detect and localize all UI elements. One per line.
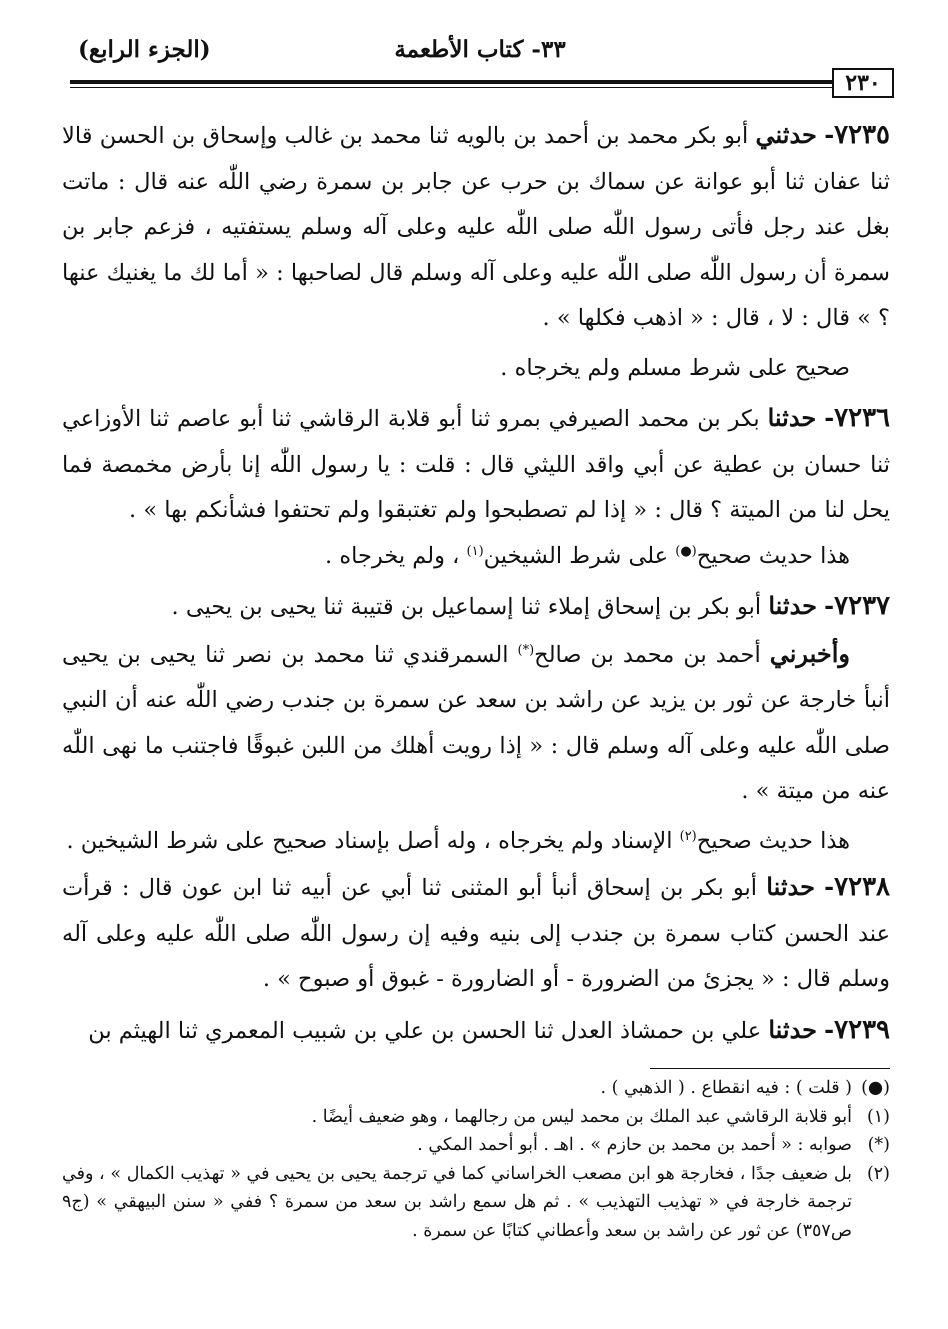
footnote-ref: (١): [466, 543, 484, 559]
footnote: [62, 1103, 890, 1132]
footnote-ref: (●): [675, 543, 697, 559]
narration-keyword: حدثنا: [766, 872, 815, 901]
chapter-title: ٣٣- كتاب الأطعمة: [394, 36, 566, 63]
narration-keyword: حدثنا: [767, 403, 817, 432]
hadith-text: علي بن حمشاذ العدل ثنا الحسن بن علي بن شبيب المعمري ثنا الهيثم بن: [88, 1017, 769, 1044]
footnote-mark: (●): [861, 1078, 890, 1098]
footnote: [62, 1160, 890, 1246]
hadith-number: ٧٢٣٨: [834, 872, 890, 902]
hadith-text: أبو بكر بن إسحاق إملاء ثنا إسماعيل بن قتيبة ثنا يحيى بن يحيى .: [171, 594, 769, 620]
narration-keyword: حدثنا: [768, 591, 818, 620]
footnote-text: أبو قلابة الرقاشي عبد الملك بن محمد ليس من رجالهما ، وهو ضعيف أيضًا .: [311, 1106, 852, 1127]
hadith-7239: ٧٢٣٩- حدثنا علي بن حمشاذ العدل ثنا الحسن بن علي بن شبيب المعمري ثنا الهيثم بن: [88, 1014, 890, 1045]
hadith-7237-second-chain: وأخبرني أحمد بن محمد بن صالح(*) السمرقندي ثنا محمد بن نصر ثنا يحيى بن يحيى أنبأ خارجة عن ثور بن يزيد عن راشد بن سعد عن سمرة بن جندب رضي اللّٰه عنه أن النبي صلى اللّٰه عليه وعلى آله وسلم قال : « إذا رويت أهلك من اللبن غبوقًا فاجتنب ما نهى اللّٰه عنه من ميتة » .: [62, 638, 890, 804]
main-text: [62, 112, 890, 1054]
footnote-text: صوابه : « أحمد بن محمد بن حازم » . اهـ . أبو أحمد المكي .: [417, 1135, 852, 1155]
narration-keyword: حدثنا: [768, 1014, 818, 1044]
footnote-mark: (*): [867, 1135, 890, 1155]
hadith-7238: ٧٢٣٨- حدثنا أبو بكر بن إسحاق أنبأ أبو المثنى ثنا أبي عن أبيه ثنا ابن عون قال : قرأت عند الحسن كتاب سمرة بن جندب إلى بنيه وفيه إن رسول اللّٰه صلى اللّٰه عليه وعلى آله وسلم قال : « يجزئ من الضرورة - أو الضارورة - غبوق أو صبوح » .: [62, 872, 890, 992]
footnote-separator: [650, 1068, 890, 1069]
grading-7236: هذا حديث صحيح(●) على شرط الشيخين$^{(١)}$ ، ولم يخرجاه .: [325, 542, 850, 569]
hadith-7236: ٧٢٣٦- حدثنا بكر بن محمد الصيرفي بمرو ثنا أبو قلابة الرقاشي ثنا أبو عاصم ثنا الأوزاعي ثنا حسان بن عطية عن أبي واقد الليثي قال : قلت : يا رسول اللّٰه إنا بأرض مخمصة فما يحل لنا من الميتة ؟ قال : « إذا لم تصطبحوا ولم تغتبقوا ولم تحتفوا فشأنكم بها » .: [62, 403, 891, 523]
hadith-number: ٧٢٣٥: [834, 120, 891, 150]
hadith-text: أبو بكر بن إسحاق أنبأ أبو المثنى ثنا أبي عن أبيه ثنا ابن عون قال : قرأت عند الحسن كتاب سمرة بن جندب إلى بنيه وفيه إن رسول اللّٰه صلى اللّٰه عليه وعلى آله وسلم قال : « يجزئ من الضرورة - أو الضارورة - غبوق أو صبوح » .: [62, 875, 890, 992]
footnote: [62, 1131, 890, 1160]
footnote-text: ( قلت ) : فيه انقطاع . ( الذهبي ) .: [600, 1078, 852, 1098]
footnote-ref: (*): [517, 642, 535, 658]
hadith-7237: ٧٢٣٧- حدثنا أبو بكر بن إسحاق إملاء ثنا إسماعيل بن قتيبة ثنا يحيى بن يحيى .: [171, 591, 890, 621]
hadith-number: ٧٢٣٧: [834, 591, 890, 621]
footnotes: [62, 1074, 890, 1245]
hadith-number: ٧٢٣٦: [834, 403, 891, 433]
header-rule-thick: [70, 80, 832, 84]
running-header: [70, 34, 890, 74]
hadith-7235: ٧٢٣٥- حدثني أبو بكر محمد بن أحمد بن بالويه ثنا محمد بن غالب وإسحاق بن الحسن قالا ثنا عفان ثنا أبو عوانة عن سماك بن حرب عن جابر بن سمرة رضي اللّٰه عنه قال : ماتت بغل عند رجل فأتى رسول اللّٰه صلى اللّٰه عليه وعلى آله وسلم يستفتيه ، فزعم جابر بن سمرة أن رسول اللّٰه صلى اللّٰه عليه وعلى آله وسلم قال لصاحبها : « أما لك ما يغنيك عنها ؟ » قال : لا ، قال : « اذهب فكلها » .: [62, 120, 891, 331]
hadith-text: بكر بن محمد الصيرفي بمرو ثنا أبو قلابة الرقاشي ثنا أبو عاصم ثنا الأوزاعي ثنا حسان بن عطية عن أبي واقد الليثي قال : قلت : يا رسول اللّٰه إنا بأرض مخمصة فما يحل لنا من الميتة ؟ قال : « إذا لم تصطبحوا ولم تغتبقوا ولم تحتفوا فشأنكم بها » .: [62, 406, 890, 523]
page-number: ٢٣٠: [832, 68, 894, 98]
volume-part: (الجزء الرابع): [78, 36, 211, 63]
header-rule-thin: [70, 87, 832, 88]
narration-keyword: حدثني: [755, 120, 817, 149]
hadith-text: أبو بكر محمد بن أحمد بن بالويه ثنا محمد بن غالب وإسحاق بن الحسن قالا ثنا عفان ثنا أبو عوانة عن سماك بن حرب عن جابر بن سمرة رضي اللّٰه عنه قال : ماتت بغل عند رجل فأتى رسول اللّٰه صلى اللّٰه عليه وعلى آله وسلم يستفتيه ، فزعم جابر بن سمرة أن رسول اللّٰه صلى اللّٰه عليه وعلى آله وسلم قال لصاحبها : « أما لك ما يغنيك عنها ؟ » قال : لا ، قال : « اذهب فكلها » .: [62, 123, 890, 331]
footnote-mark: (٢): [866, 1163, 890, 1184]
footnote-text: بل ضعيف جدًا ، فخارجة هو ابن مصعب الخراساني كما في ترجمة يحيى بن يحيى في « تهذيب الكمال » ، وفي ترجمة خارجة في « تهذيب التهذيب » . ثم هل سمع راشد بن سعد من سمرة ؟ ففي « سنن البيهقي » (ج٩ ص٣٥٧) عن ثور عن راشد بن سعد وأعطاني كتابًا عن سمرة .: [62, 1163, 852, 1241]
footnote-ref: (٢): [679, 828, 697, 844]
grading-7235: صحيح على شرط مسلم ولم يخرجاه .: [500, 354, 850, 381]
footnote: [62, 1074, 890, 1103]
hadith-number: ٧٢٣٩: [834, 1014, 890, 1045]
narration-keyword: وأخبرني: [769, 638, 850, 668]
footnote-mark: (١): [866, 1106, 890, 1127]
grading-7237: هذا حديث صحيح$^{(٢)}$ الإسناد ولم يخرجاه ، وله أصل بإسناد صحيح على شرط الشيخين .: [66, 827, 850, 854]
